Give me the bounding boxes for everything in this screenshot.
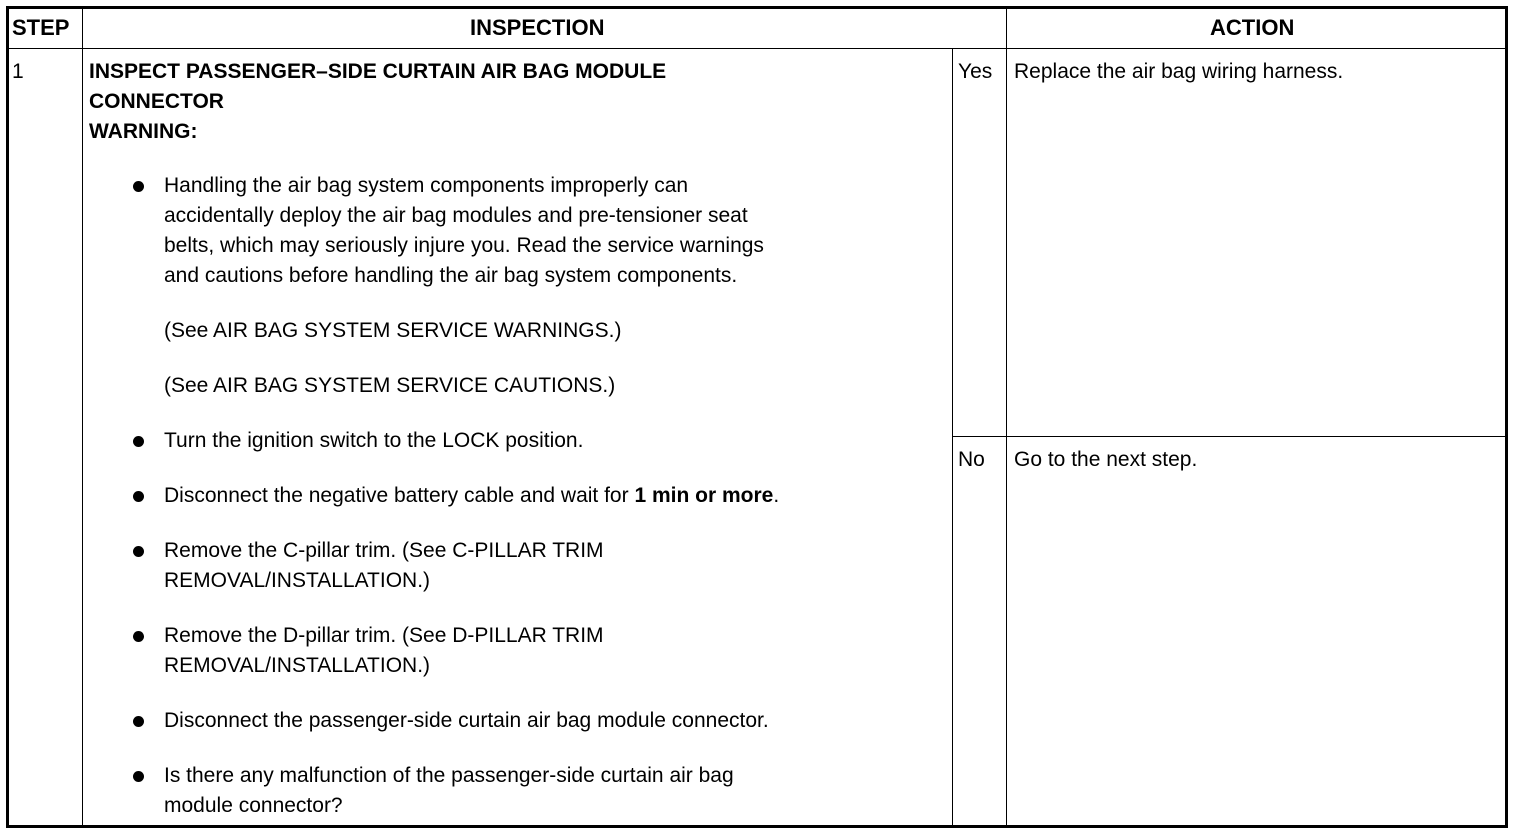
warning-text-line1: Handling the air bag system components improperly can bbox=[164, 174, 689, 197]
question-line1: Is there any malfunction of the passenger-side curtain air bag bbox=[164, 764, 734, 787]
battery-text: Disconnect the negative battery cable and wait for bbox=[164, 484, 635, 507]
warning-text-line2: accidentally deploy the air bag modules and pre-tensioner seat bbox=[164, 204, 748, 227]
answer-yes-label: Yes bbox=[958, 60, 993, 83]
step-d-pillar-line1: Remove the D-pillar trim. (See D-PILLAR TRIM bbox=[164, 624, 604, 647]
divider-step-col bbox=[82, 7, 83, 827]
warning-text-line3: belts, which may seriously injure you. Read the service warnings bbox=[164, 234, 764, 257]
step-number: 1 bbox=[12, 60, 24, 83]
divider-header-row bbox=[7, 48, 1507, 49]
inspection-table bbox=[6, 6, 1508, 828]
answer-no-label: No bbox=[958, 448, 985, 471]
header-action: ACTION bbox=[1210, 15, 1295, 40]
bullet-icon bbox=[133, 631, 144, 642]
step-d-pillar-line2: REMOVAL/INSTALLATION.) bbox=[164, 654, 431, 677]
battery-text-end: . bbox=[773, 484, 780, 507]
question-line2: module connector? bbox=[164, 794, 343, 817]
step-c-pillar-line2: REMOVAL/INSTALLATION.) bbox=[164, 569, 431, 592]
divider-action-col bbox=[1006, 7, 1007, 827]
header-inspection: INSPECTION bbox=[470, 15, 605, 40]
answer-no-action: Go to the next step. bbox=[1014, 448, 1198, 471]
warning-label: WARNING: bbox=[89, 120, 198, 143]
bullet-icon bbox=[133, 491, 144, 502]
divider-yes-no-row bbox=[952, 436, 1507, 437]
answer-yes-action: Replace the air bag wiring harness. bbox=[1014, 60, 1344, 83]
bullet-icon bbox=[133, 546, 144, 557]
divider-yesno-col bbox=[952, 48, 953, 827]
bullet-icon bbox=[133, 181, 144, 192]
header-step: STEP bbox=[12, 15, 70, 40]
inspection-title-line1: INSPECT PASSENGER–SIDE CURTAIN AIR BAG MODULE bbox=[89, 60, 667, 83]
bullet-icon bbox=[133, 436, 144, 447]
step-disconnect-connector: Disconnect the passenger-side curtain air bag module connector. bbox=[164, 709, 769, 732]
step-c-pillar-line1: Remove the C-pillar trim. (See C-PILLAR TRIM bbox=[164, 539, 604, 562]
inspection-title-line2: CONNECTOR bbox=[89, 90, 224, 113]
see-cautions-ref: (See AIR BAG SYSTEM SERVICE CAUTIONS.) bbox=[164, 374, 616, 397]
warning-text-line4: and cautions before handling the air bag system components. bbox=[164, 264, 738, 287]
bullet-icon bbox=[133, 716, 144, 727]
step-ignition-lock: Turn the ignition switch to the LOCK position. bbox=[164, 429, 584, 452]
see-warnings-ref: (See AIR BAG SYSTEM SERVICE WARNINGS.) bbox=[164, 319, 622, 342]
battery-wait-time: 1 min or more bbox=[634, 484, 774, 507]
step-disconnect-battery bbox=[164, 481, 779, 511]
bullet-icon bbox=[133, 771, 144, 782]
